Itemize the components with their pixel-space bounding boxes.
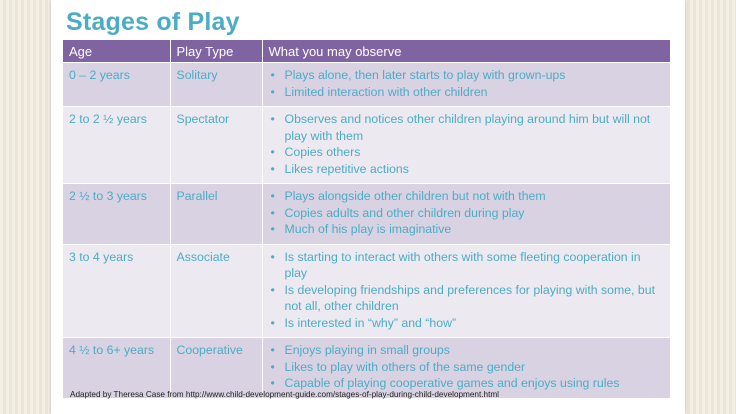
age-cell: 2 to 2 ½ years bbox=[63, 107, 170, 184]
header-play-type: Play Type bbox=[170, 40, 262, 63]
observation-text: Likes repetitive actions bbox=[284, 161, 409, 176]
play-type-cell: Parallel bbox=[170, 184, 262, 245]
bullet-icon: • bbox=[270, 249, 275, 264]
observation-item bbox=[269, 188, 665, 205]
table-row bbox=[63, 107, 670, 184]
observations-cell bbox=[262, 338, 670, 398]
header-observe: What you may observe bbox=[262, 40, 670, 63]
observation-list bbox=[269, 188, 665, 238]
slide bbox=[51, 0, 685, 414]
age-cell: 4 ½ to 6+ years bbox=[63, 338, 170, 398]
observation-item bbox=[269, 144, 665, 161]
observation-text: Much of his play is imaginative bbox=[284, 222, 452, 236]
observation-text: Is developing friendships and preferences for playing with some, but not all, other children bbox=[284, 282, 655, 313]
age-cell: 2 ½ to 3 years bbox=[63, 184, 170, 245]
play-type-cell: Spectator bbox=[170, 107, 262, 184]
bullet-icon: • bbox=[270, 68, 275, 82]
bullet-icon: • bbox=[270, 84, 275, 99]
observations-cell bbox=[262, 244, 670, 338]
observation-item bbox=[269, 84, 665, 101]
play-type-cell: Cooperative bbox=[170, 338, 262, 398]
observation-item bbox=[269, 67, 665, 84]
observations-cell bbox=[262, 63, 670, 107]
observation-text: Copies others bbox=[284, 145, 361, 159]
play-type-cell: Solitary bbox=[170, 63, 262, 107]
header-age: Age bbox=[63, 40, 170, 63]
observation-item bbox=[269, 221, 665, 238]
table-body bbox=[63, 63, 670, 398]
observation-item bbox=[269, 205, 665, 222]
observation-item bbox=[269, 161, 665, 178]
observation-text: Observes and notices other children playing around him but will not play with them bbox=[284, 112, 651, 143]
stages-table bbox=[63, 40, 670, 398]
observations-cell bbox=[262, 184, 670, 245]
bullet-icon: • bbox=[270, 282, 275, 297]
slide-title: Stages of Play bbox=[66, 8, 240, 36]
observation-text: Capable of playing cooperative games and enjoys using rules bbox=[284, 376, 620, 390]
observation-list bbox=[269, 111, 665, 177]
bullet-icon: • bbox=[270, 145, 275, 159]
bullet-icon: • bbox=[270, 112, 275, 126]
observation-text: Limited interaction with other children bbox=[284, 84, 488, 99]
bullet-icon: • bbox=[270, 189, 275, 203]
observation-item bbox=[269, 359, 665, 376]
observation-text: Copies adults and other children during play bbox=[284, 205, 525, 220]
observation-text: Is interested in “why” and “how” bbox=[284, 315, 457, 330]
bullet-icon: • bbox=[270, 315, 275, 330]
observation-item bbox=[269, 342, 665, 359]
bullet-icon: • bbox=[270, 161, 275, 176]
observation-text: Likes to play with others of the same gender bbox=[284, 359, 526, 374]
observation-list bbox=[269, 67, 665, 100]
observation-text: Plays alone, then later starts to play with grown-ups bbox=[284, 68, 566, 82]
bullet-icon: • bbox=[270, 205, 275, 220]
table-row bbox=[63, 244, 670, 338]
source-footer: Adapted by Theresa Case from http://www.child-development-guide.com/stages-of-play-during-child-development.html bbox=[70, 390, 499, 399]
bullet-icon: • bbox=[270, 359, 275, 374]
observation-text: Is starting to interact with others with some fleeting cooperation in play bbox=[284, 249, 641, 280]
observation-text: Plays alongside other children but not with them bbox=[284, 189, 546, 203]
observation-item bbox=[269, 282, 665, 315]
observation-item bbox=[269, 315, 665, 332]
observation-item bbox=[269, 111, 665, 144]
table-row bbox=[63, 338, 670, 398]
observation-item bbox=[269, 249, 665, 282]
table-header bbox=[63, 40, 670, 63]
observation-text: Enjoys playing in small groups bbox=[284, 343, 450, 357]
observation-list bbox=[269, 342, 665, 392]
observations-cell bbox=[262, 107, 670, 184]
bullet-icon: • bbox=[270, 343, 275, 357]
bullet-icon: • bbox=[270, 222, 275, 236]
table-row bbox=[63, 184, 670, 245]
age-cell: 3 to 4 years bbox=[63, 244, 170, 338]
play-type-cell: Associate bbox=[170, 244, 262, 338]
age-cell: 0 – 2 years bbox=[63, 63, 170, 107]
header-row bbox=[63, 40, 670, 63]
observation-list bbox=[269, 249, 665, 332]
bullet-icon: • bbox=[270, 376, 275, 390]
table-row bbox=[63, 63, 670, 107]
